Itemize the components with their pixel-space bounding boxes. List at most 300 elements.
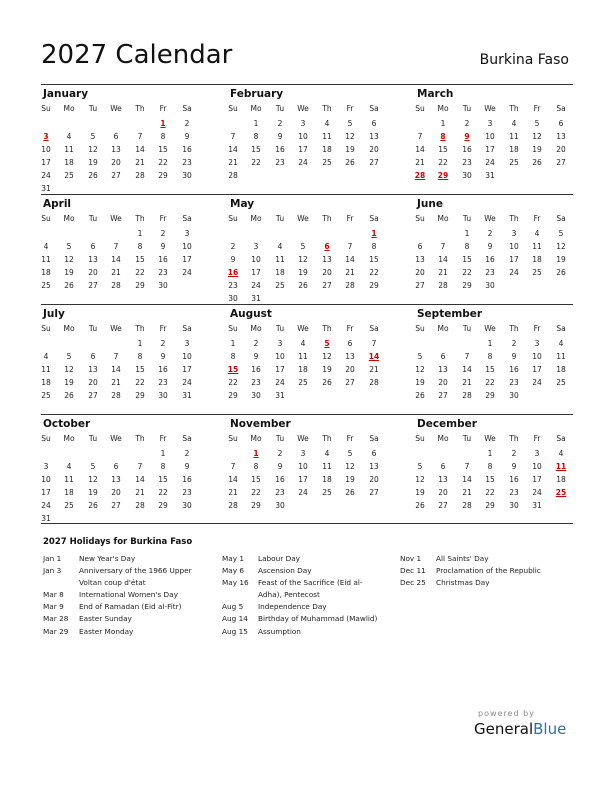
day-cell[interactable]: 2 [511, 339, 517, 348]
day-cell[interactable]: 3 [534, 449, 540, 458]
day-cell[interactable]: 11 [322, 132, 332, 141]
day-cell[interactable]: 7 [230, 462, 236, 471]
day-cell[interactable]: 8 [253, 462, 259, 471]
day-cell[interactable]: 10 [298, 132, 308, 141]
holiday-day-cell[interactable]: 11 [555, 462, 567, 471]
day-cell[interactable]: 21 [345, 268, 355, 277]
day-cell[interactable]: 16 [275, 475, 285, 484]
day-cell[interactable]: 24 [251, 281, 261, 290]
day-cell[interactable]: 6 [440, 462, 446, 471]
day-cell[interactable]: 20 [438, 488, 448, 497]
day-cell[interactable]: 28 [345, 281, 355, 290]
day-cell[interactable]: 12 [415, 475, 425, 484]
day-cell[interactable]: 3 [534, 339, 540, 348]
day-cell[interactable]: 17 [251, 268, 261, 277]
day-cell[interactable]: 13 [322, 255, 332, 264]
day-cell[interactable]: 18 [556, 475, 566, 484]
day-cell[interactable]: 2 [487, 229, 493, 238]
day-cell[interactable]: 12 [298, 255, 308, 264]
day-cell[interactable]: 2 [184, 119, 190, 128]
day-cell[interactable]: 11 [322, 462, 332, 471]
day-cell[interactable]: 26 [556, 268, 566, 277]
day-cell[interactable]: 13 [369, 132, 379, 141]
day-cell[interactable]: 3 [184, 339, 190, 348]
day-cell[interactable]: 21 [415, 158, 425, 167]
day-cell[interactable]: 6 [371, 449, 377, 458]
day-cell[interactable]: 10 [275, 352, 285, 361]
day-cell[interactable]: 20 [111, 488, 121, 497]
day-cell[interactable]: 22 [228, 378, 238, 387]
day-cell[interactable]: 25 [322, 488, 332, 497]
day-cell[interactable]: 13 [415, 255, 425, 264]
day-cell[interactable]: 30 [182, 171, 192, 180]
day-cell[interactable]: 17 [182, 365, 192, 374]
day-cell[interactable]: 6 [90, 242, 96, 251]
day-cell[interactable]: 31 [532, 501, 542, 510]
holiday-day-cell[interactable]: 28 [414, 171, 426, 180]
day-cell[interactable]: 25 [532, 268, 542, 277]
day-cell[interactable]: 5 [90, 132, 96, 141]
day-cell[interactable]: 19 [322, 365, 332, 374]
day-cell[interactable]: 22 [158, 158, 168, 167]
day-cell[interactable]: 16 [182, 475, 192, 484]
day-cell[interactable]: 24 [182, 268, 192, 277]
day-cell[interactable]: 23 [509, 378, 519, 387]
day-cell[interactable]: 1 [487, 339, 493, 348]
day-cell[interactable]: 27 [88, 391, 98, 400]
day-cell[interactable]: 7 [113, 242, 119, 251]
day-cell[interactable]: 28 [438, 281, 448, 290]
day-cell[interactable]: 21 [228, 488, 238, 497]
day-cell[interactable]: 14 [415, 145, 425, 154]
holiday-day-cell[interactable]: 1 [371, 229, 377, 238]
day-cell[interactable]: 24 [509, 268, 519, 277]
day-cell[interactable]: 27 [111, 501, 121, 510]
day-cell[interactable]: 25 [298, 378, 308, 387]
day-cell[interactable]: 8 [487, 462, 493, 471]
day-cell[interactable]: 8 [487, 352, 493, 361]
day-cell[interactable]: 24 [298, 488, 308, 497]
day-cell[interactable]: 4 [43, 352, 49, 361]
day-cell[interactable]: 13 [556, 132, 566, 141]
day-cell[interactable]: 28 [135, 501, 145, 510]
day-cell[interactable]: 8 [137, 352, 143, 361]
day-cell[interactable]: 21 [135, 158, 145, 167]
day-cell[interactable]: 16 [251, 365, 261, 374]
day-cell[interactable]: 30 [509, 391, 519, 400]
day-cell[interactable]: 4 [43, 242, 49, 251]
day-cell[interactable]: 8 [160, 132, 166, 141]
day-cell[interactable]: 4 [534, 229, 540, 238]
day-cell[interactable]: 1 [253, 119, 259, 128]
day-cell[interactable]: 22 [135, 378, 145, 387]
day-cell[interactable]: 16 [158, 255, 168, 264]
day-cell[interactable]: 13 [88, 255, 98, 264]
day-cell[interactable]: 27 [369, 488, 379, 497]
day-cell[interactable]: 1 [137, 339, 143, 348]
day-cell[interactable]: 11 [298, 352, 308, 361]
day-cell[interactable]: 5 [66, 242, 72, 251]
day-cell[interactable]: 16 [485, 255, 495, 264]
day-cell[interactable]: 15 [158, 145, 168, 154]
day-cell[interactable]: 10 [532, 462, 542, 471]
day-cell[interactable]: 6 [371, 119, 377, 128]
day-cell[interactable]: 15 [462, 255, 472, 264]
day-cell[interactable]: 7 [464, 462, 470, 471]
day-cell[interactable]: 3 [184, 229, 190, 238]
day-cell[interactable]: 9 [184, 462, 190, 471]
day-cell[interactable]: 12 [64, 365, 74, 374]
day-cell[interactable]: 27 [438, 391, 448, 400]
day-cell[interactable]: 14 [462, 365, 472, 374]
day-cell[interactable]: 18 [322, 145, 332, 154]
day-cell[interactable]: 16 [509, 365, 519, 374]
day-cell[interactable]: 17 [182, 255, 192, 264]
day-cell[interactable]: 9 [511, 352, 517, 361]
day-cell[interactable]: 23 [275, 488, 285, 497]
day-cell[interactable]: 6 [440, 352, 446, 361]
day-cell[interactable]: 9 [160, 352, 166, 361]
day-cell[interactable]: 5 [417, 462, 423, 471]
day-cell[interactable]: 23 [158, 378, 168, 387]
holiday-day-cell[interactable]: 1 [160, 119, 166, 128]
day-cell[interactable]: 9 [253, 352, 259, 361]
day-cell[interactable]: 5 [347, 449, 353, 458]
day-cell[interactable]: 17 [275, 365, 285, 374]
day-cell[interactable]: 24 [182, 378, 192, 387]
day-cell[interactable]: 22 [462, 268, 472, 277]
day-cell[interactable]: 15 [158, 475, 168, 484]
day-cell[interactable]: 28 [462, 391, 472, 400]
day-cell[interactable]: 26 [345, 488, 355, 497]
day-cell[interactable]: 5 [347, 119, 353, 128]
day-cell[interactable]: 21 [135, 488, 145, 497]
day-cell[interactable]: 7 [371, 339, 377, 348]
day-cell[interactable]: 8 [230, 352, 236, 361]
day-cell[interactable]: 15 [251, 145, 261, 154]
day-cell[interactable]: 10 [41, 475, 51, 484]
day-cell[interactable]: 27 [322, 281, 332, 290]
day-cell[interactable]: 20 [556, 145, 566, 154]
day-cell[interactable]: 21 [438, 268, 448, 277]
holiday-day-cell[interactable]: 25 [555, 488, 567, 497]
day-cell[interactable]: 19 [556, 255, 566, 264]
day-cell[interactable]: 18 [532, 255, 542, 264]
day-cell[interactable]: 25 [64, 171, 74, 180]
day-cell[interactable]: 25 [322, 158, 332, 167]
day-cell[interactable]: 30 [509, 501, 519, 510]
day-cell[interactable]: 29 [135, 281, 145, 290]
day-cell[interactable]: 29 [158, 171, 168, 180]
day-cell[interactable]: 29 [485, 501, 495, 510]
day-cell[interactable]: 31 [41, 514, 51, 523]
day-cell[interactable]: 12 [345, 462, 355, 471]
day-cell[interactable]: 4 [324, 449, 330, 458]
day-cell[interactable]: 2 [230, 242, 236, 251]
day-cell[interactable]: 27 [88, 281, 98, 290]
day-cell[interactable]: 11 [64, 475, 74, 484]
day-cell[interactable]: 23 [228, 281, 238, 290]
day-cell[interactable]: 3 [511, 229, 517, 238]
holiday-day-cell[interactable]: 5 [324, 339, 330, 348]
day-cell[interactable]: 10 [485, 132, 495, 141]
day-cell[interactable]: 18 [275, 268, 285, 277]
day-cell[interactable]: 25 [509, 158, 519, 167]
day-cell[interactable]: 22 [158, 488, 168, 497]
day-cell[interactable]: 4 [277, 242, 283, 251]
day-cell[interactable]: 5 [300, 242, 306, 251]
day-cell[interactable]: 26 [345, 158, 355, 167]
day-cell[interactable]: 8 [137, 242, 143, 251]
day-cell[interactable]: 19 [88, 488, 98, 497]
day-cell[interactable]: 13 [438, 365, 448, 374]
day-cell[interactable]: 11 [556, 352, 566, 361]
day-cell[interactable]: 20 [369, 145, 379, 154]
day-cell[interactable]: 19 [415, 488, 425, 497]
day-cell[interactable]: 4 [300, 339, 306, 348]
day-cell[interactable]: 14 [135, 145, 145, 154]
day-cell[interactable]: 14 [135, 475, 145, 484]
day-cell[interactable]: 13 [438, 475, 448, 484]
day-cell[interactable]: 21 [111, 378, 121, 387]
day-cell[interactable]: 15 [251, 475, 261, 484]
day-cell[interactable]: 30 [275, 501, 285, 510]
day-cell[interactable]: 29 [228, 391, 238, 400]
day-cell[interactable]: 27 [111, 171, 121, 180]
day-cell[interactable]: 19 [64, 378, 74, 387]
day-cell[interactable]: 10 [182, 242, 192, 251]
day-cell[interactable]: 11 [64, 145, 74, 154]
day-cell[interactable]: 7 [137, 462, 143, 471]
day-cell[interactable]: 17 [41, 158, 51, 167]
day-cell[interactable]: 19 [345, 145, 355, 154]
day-cell[interactable]: 7 [417, 132, 423, 141]
day-cell[interactable]: 24 [532, 378, 542, 387]
day-cell[interactable]: 4 [558, 339, 564, 348]
day-cell[interactable]: 15 [135, 365, 145, 374]
day-cell[interactable]: 28 [228, 171, 238, 180]
day-cell[interactable]: 12 [415, 365, 425, 374]
day-cell[interactable]: 4 [324, 119, 330, 128]
day-cell[interactable]: 22 [438, 158, 448, 167]
day-cell[interactable]: 14 [111, 255, 121, 264]
day-cell[interactable]: 26 [532, 158, 542, 167]
day-cell[interactable]: 16 [182, 145, 192, 154]
day-cell[interactable]: 30 [158, 281, 168, 290]
day-cell[interactable]: 17 [485, 145, 495, 154]
day-cell[interactable]: 19 [88, 158, 98, 167]
day-cell[interactable]: 28 [111, 391, 121, 400]
day-cell[interactable]: 3 [43, 462, 49, 471]
day-cell[interactable]: 12 [532, 132, 542, 141]
day-cell[interactable]: 22 [485, 378, 495, 387]
day-cell[interactable]: 25 [64, 501, 74, 510]
day-cell[interactable]: 3 [300, 449, 306, 458]
day-cell[interactable]: 6 [347, 339, 353, 348]
day-cell[interactable]: 21 [369, 365, 379, 374]
day-cell[interactable]: 18 [298, 365, 308, 374]
day-cell[interactable]: 30 [485, 281, 495, 290]
day-cell[interactable]: 22 [251, 158, 261, 167]
day-cell[interactable]: 22 [369, 268, 379, 277]
day-cell[interactable]: 12 [64, 255, 74, 264]
day-cell[interactable]: 20 [345, 365, 355, 374]
day-cell[interactable]: 7 [440, 242, 446, 251]
day-cell[interactable]: 6 [558, 119, 564, 128]
brand-logo[interactable] [474, 720, 566, 738]
day-cell[interactable]: 30 [251, 391, 261, 400]
day-cell[interactable]: 1 [160, 449, 166, 458]
day-cell[interactable]: 12 [88, 145, 98, 154]
day-cell[interactable]: 28 [135, 171, 145, 180]
day-cell[interactable]: 13 [345, 352, 355, 361]
day-cell[interactable]: 8 [253, 132, 259, 141]
day-cell[interactable]: 31 [41, 184, 51, 193]
day-cell[interactable]: 26 [298, 281, 308, 290]
day-cell[interactable]: 24 [41, 501, 51, 510]
day-cell[interactable]: 13 [111, 145, 121, 154]
holiday-day-cell[interactable]: 8 [440, 132, 446, 141]
day-cell[interactable]: 24 [298, 158, 308, 167]
day-cell[interactable]: 17 [532, 365, 542, 374]
day-cell[interactable]: 7 [347, 242, 353, 251]
day-cell[interactable]: 16 [462, 145, 472, 154]
day-cell[interactable]: 19 [64, 268, 74, 277]
day-cell[interactable]: 14 [462, 475, 472, 484]
day-cell[interactable]: 19 [298, 268, 308, 277]
day-cell[interactable]: 26 [415, 391, 425, 400]
day-cell[interactable]: 20 [322, 268, 332, 277]
day-cell[interactable]: 14 [228, 145, 238, 154]
day-cell[interactable]: 19 [345, 475, 355, 484]
day-cell[interactable]: 1 [464, 229, 470, 238]
day-cell[interactable]: 10 [41, 145, 51, 154]
day-cell[interactable]: 9 [160, 242, 166, 251]
day-cell[interactable]: 21 [462, 378, 472, 387]
day-cell[interactable]: 29 [251, 501, 261, 510]
day-cell[interactable]: 20 [88, 268, 98, 277]
day-cell[interactable]: 27 [369, 158, 379, 167]
day-cell[interactable]: 20 [369, 475, 379, 484]
day-cell[interactable]: 7 [230, 132, 236, 141]
day-cell[interactable]: 28 [111, 281, 121, 290]
day-cell[interactable]: 4 [511, 119, 517, 128]
day-cell[interactable]: 11 [275, 255, 285, 264]
day-cell[interactable]: 18 [64, 488, 74, 497]
day-cell[interactable]: 23 [182, 158, 192, 167]
day-cell[interactable]: 29 [158, 501, 168, 510]
day-cell[interactable]: 17 [532, 475, 542, 484]
day-cell[interactable]: 26 [88, 501, 98, 510]
day-cell[interactable]: 14 [228, 475, 238, 484]
day-cell[interactable]: 31 [485, 171, 495, 180]
day-cell[interactable]: 2 [184, 449, 190, 458]
day-cell[interactable]: 26 [88, 171, 98, 180]
day-cell[interactable]: 2 [464, 119, 470, 128]
day-cell[interactable]: 25 [41, 391, 51, 400]
day-cell[interactable]: 15 [485, 365, 495, 374]
day-cell[interactable]: 29 [135, 391, 145, 400]
day-cell[interactable]: 15 [135, 255, 145, 264]
day-cell[interactable]: 8 [464, 242, 470, 251]
day-cell[interactable]: 19 [532, 145, 542, 154]
day-cell[interactable]: 28 [462, 501, 472, 510]
day-cell[interactable]: 11 [509, 132, 519, 141]
day-cell[interactable]: 2 [511, 449, 517, 458]
holiday-day-cell[interactable]: 16 [227, 268, 239, 277]
day-cell[interactable]: 10 [182, 352, 192, 361]
day-cell[interactable]: 9 [511, 462, 517, 471]
day-cell[interactable]: 3 [487, 119, 493, 128]
day-cell[interactable]: 16 [509, 475, 519, 484]
holiday-day-cell[interactable]: 9 [464, 132, 470, 141]
holiday-day-cell[interactable]: 15 [227, 365, 239, 374]
day-cell[interactable]: 27 [438, 501, 448, 510]
day-cell[interactable]: 4 [66, 132, 72, 141]
day-cell[interactable]: 1 [440, 119, 446, 128]
holiday-day-cell[interactable]: 29 [437, 171, 449, 180]
day-cell[interactable]: 23 [462, 158, 472, 167]
day-cell[interactable]: 21 [462, 488, 472, 497]
day-cell[interactable]: 15 [438, 145, 448, 154]
day-cell[interactable]: 6 [113, 462, 119, 471]
day-cell[interactable]: 6 [417, 242, 423, 251]
day-cell[interactable]: 12 [88, 475, 98, 484]
day-cell[interactable]: 23 [509, 488, 519, 497]
day-cell[interactable]: 16 [275, 145, 285, 154]
day-cell[interactable]: 28 [228, 501, 238, 510]
day-cell[interactable]: 5 [90, 462, 96, 471]
holiday-day-cell[interactable]: 14 [368, 352, 380, 361]
day-cell[interactable]: 2 [277, 119, 283, 128]
holiday-day-cell[interactable]: 1 [253, 449, 259, 458]
day-cell[interactable]: 25 [556, 378, 566, 387]
day-cell[interactable]: 31 [251, 294, 261, 303]
day-cell[interactable]: 10 [532, 352, 542, 361]
day-cell[interactable]: 26 [322, 378, 332, 387]
day-cell[interactable]: 7 [113, 352, 119, 361]
day-cell[interactable]: 14 [111, 365, 121, 374]
day-cell[interactable]: 22 [251, 488, 261, 497]
day-cell[interactable]: 18 [41, 268, 51, 277]
day-cell[interactable]: 3 [300, 119, 306, 128]
day-cell[interactable]: 24 [275, 378, 285, 387]
day-cell[interactable]: 12 [556, 242, 566, 251]
day-cell[interactable]: 26 [64, 281, 74, 290]
day-cell[interactable]: 6 [90, 352, 96, 361]
day-cell[interactable]: 30 [462, 171, 472, 180]
day-cell[interactable]: 18 [64, 158, 74, 167]
day-cell[interactable]: 31 [182, 391, 192, 400]
day-cell[interactable]: 25 [275, 281, 285, 290]
day-cell[interactable]: 21 [111, 268, 121, 277]
day-cell[interactable]: 15 [485, 475, 495, 484]
day-cell[interactable]: 20 [438, 378, 448, 387]
day-cell[interactable]: 10 [509, 242, 519, 251]
day-cell[interactable]: 11 [41, 255, 51, 264]
day-cell[interactable]: 23 [182, 488, 192, 497]
day-cell[interactable]: 1 [487, 449, 493, 458]
day-cell[interactable]: 3 [277, 339, 283, 348]
day-cell[interactable]: 20 [111, 158, 121, 167]
day-cell[interactable]: 13 [111, 475, 121, 484]
day-cell[interactable]: 27 [556, 158, 566, 167]
day-cell[interactable]: 28 [369, 378, 379, 387]
day-cell[interactable]: 13 [369, 462, 379, 471]
day-cell[interactable]: 21 [228, 158, 238, 167]
day-cell[interactable]: 11 [41, 365, 51, 374]
day-cell[interactable]: 17 [41, 488, 51, 497]
